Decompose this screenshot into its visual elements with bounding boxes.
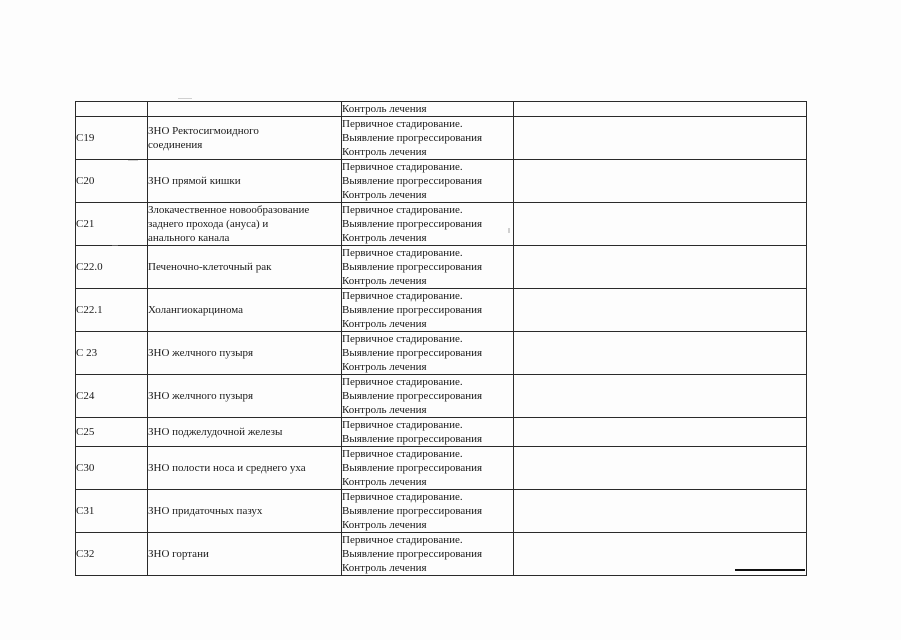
purpose-line: Выявление прогрессирования [342, 304, 483, 316]
empty-cell [514, 102, 807, 117]
name-line: ЗНО гортани [148, 548, 209, 560]
name-cell [148, 332, 342, 375]
name-cell [148, 447, 342, 490]
purpose-cell [342, 102, 514, 117]
code-cell: C20 [76, 160, 148, 203]
name-line: Печеночно-клеточный рак [148, 261, 272, 273]
purpose-line: Выявление прогрессирования [342, 261, 483, 273]
name-cell [148, 375, 342, 418]
name-cell [148, 533, 342, 576]
purpose-line: Первичное стадирование. [342, 118, 463, 130]
name-line: ЗНО полости носа и среднего уха [148, 462, 306, 474]
purpose-line: Выявление прогрессирования [342, 462, 483, 474]
purpose-line: Выявление прогрессирования [342, 505, 483, 517]
scan-speck [112, 245, 118, 246]
purpose-line: Контроль лечения [342, 232, 427, 244]
purpose-line: Выявление прогрессирования [342, 132, 483, 144]
purpose-line: Первичное стадирование. [342, 290, 463, 302]
purpose-line: Первичное стадирование. [342, 419, 463, 431]
scan-speck [178, 98, 192, 99]
purpose-line: Выявление прогрессирования [342, 390, 483, 402]
purpose-cell [342, 375, 514, 418]
name-cell [148, 102, 342, 117]
name-line: ЗНО прямой кишки [148, 175, 241, 187]
table-row [76, 117, 807, 160]
table-row [76, 246, 807, 289]
empty-cell [514, 160, 807, 203]
code-cell: C32 [76, 533, 148, 576]
purpose-line: Контроль лечения [342, 318, 427, 330]
scan-speck [508, 228, 510, 233]
name-cell [148, 203, 342, 246]
table-row [76, 375, 807, 418]
purpose-line: Первичное стадирование. [342, 161, 463, 173]
purpose-line: Выявление прогрессирования [342, 433, 483, 445]
name-cell [148, 117, 342, 160]
table-body [76, 102, 807, 576]
code-cell: C22.0 [76, 246, 148, 289]
code-cell: C24 [76, 375, 148, 418]
name-line: ЗНО поджелудочной железы [148, 426, 283, 438]
name-cell [148, 289, 342, 332]
purpose-line: Выявление прогрессирования [342, 548, 483, 560]
name-line: ЗНО желчного пузыря [148, 347, 254, 359]
purpose-line: Контроль лечения [342, 404, 427, 416]
purpose-line: Первичное стадирование. [342, 333, 463, 345]
purpose-line: Контроль лечения [342, 103, 427, 115]
purpose-cell [342, 418, 514, 447]
purpose-cell [342, 447, 514, 490]
name-line: Злокачественное новообразование [148, 204, 310, 216]
purpose-line: Выявление прогрессирования [342, 218, 483, 230]
name-line: анального канала [148, 232, 230, 244]
empty-cell [514, 332, 807, 375]
purpose-line: Контроль лечения [342, 275, 427, 287]
purpose-line: Выявление прогрессирования [342, 175, 483, 187]
table-row [76, 533, 807, 576]
name-line: Холангиокарцинома [148, 304, 244, 316]
purpose-line: Первичное стадирование. [342, 448, 463, 460]
purpose-cell [342, 246, 514, 289]
empty-cell [514, 375, 807, 418]
code-cell: C31 [76, 490, 148, 533]
empty-cell [514, 289, 807, 332]
table-row [76, 447, 807, 490]
name-cell [148, 160, 342, 203]
purpose-cell [342, 533, 514, 576]
diagnosis-table [75, 101, 807, 576]
purpose-line: Контроль лечения [342, 476, 427, 488]
name-cell [148, 246, 342, 289]
purpose-line: Первичное стадирование. [342, 247, 463, 259]
table-row-continuation [76, 102, 807, 117]
name-line: соединения [148, 139, 203, 151]
purpose-cell [342, 160, 514, 203]
purpose-line: Контроль лечения [342, 361, 427, 373]
purpose-line: Первичное стадирование. [342, 534, 463, 546]
name-cell [148, 490, 342, 533]
purpose-line: Первичное стадирование. [342, 376, 463, 388]
code-cell: C21 [76, 203, 148, 246]
empty-cell [514, 117, 807, 160]
empty-cell [514, 418, 807, 447]
name-cell [148, 418, 342, 447]
purpose-cell [342, 203, 514, 246]
purpose-line: Первичное стадирование. [342, 204, 463, 216]
purpose-line: Контроль лечения [342, 189, 427, 201]
purpose-line: Контроль лечения [342, 562, 427, 574]
table-row [76, 418, 807, 447]
purpose-cell [342, 332, 514, 375]
table-row [76, 160, 807, 203]
purpose-line: Выявление прогрессирования [342, 347, 483, 359]
table-row [76, 289, 807, 332]
table-row [76, 490, 807, 533]
purpose-line: Контроль лечения [342, 519, 427, 531]
scan-edge-mark [735, 569, 805, 571]
empty-cell [514, 246, 807, 289]
empty-cell [514, 447, 807, 490]
purpose-cell [342, 289, 514, 332]
name-line: ЗНО Ректосигмоидного [148, 125, 259, 137]
code-cell: C25 [76, 418, 148, 447]
table-row [76, 332, 807, 375]
purpose-cell [342, 117, 514, 160]
name-line: ЗНО желчного пузыря [148, 390, 254, 402]
scan-speck [128, 160, 138, 161]
code-cell [76, 102, 148, 117]
purpose-line: Первичное стадирование. [342, 491, 463, 503]
empty-cell [514, 490, 807, 533]
purpose-cell [342, 490, 514, 533]
code-cell: C 23 [76, 332, 148, 375]
code-cell: C22.1 [76, 289, 148, 332]
table-row [76, 203, 807, 246]
name-line: ЗНО придаточных пазух [148, 505, 263, 517]
empty-cell [514, 203, 807, 246]
code-cell: C19 [76, 117, 148, 160]
name-line: заднего прохода (ануса) и [148, 218, 269, 230]
purpose-line: Контроль лечения [342, 146, 427, 158]
code-cell: C30 [76, 447, 148, 490]
